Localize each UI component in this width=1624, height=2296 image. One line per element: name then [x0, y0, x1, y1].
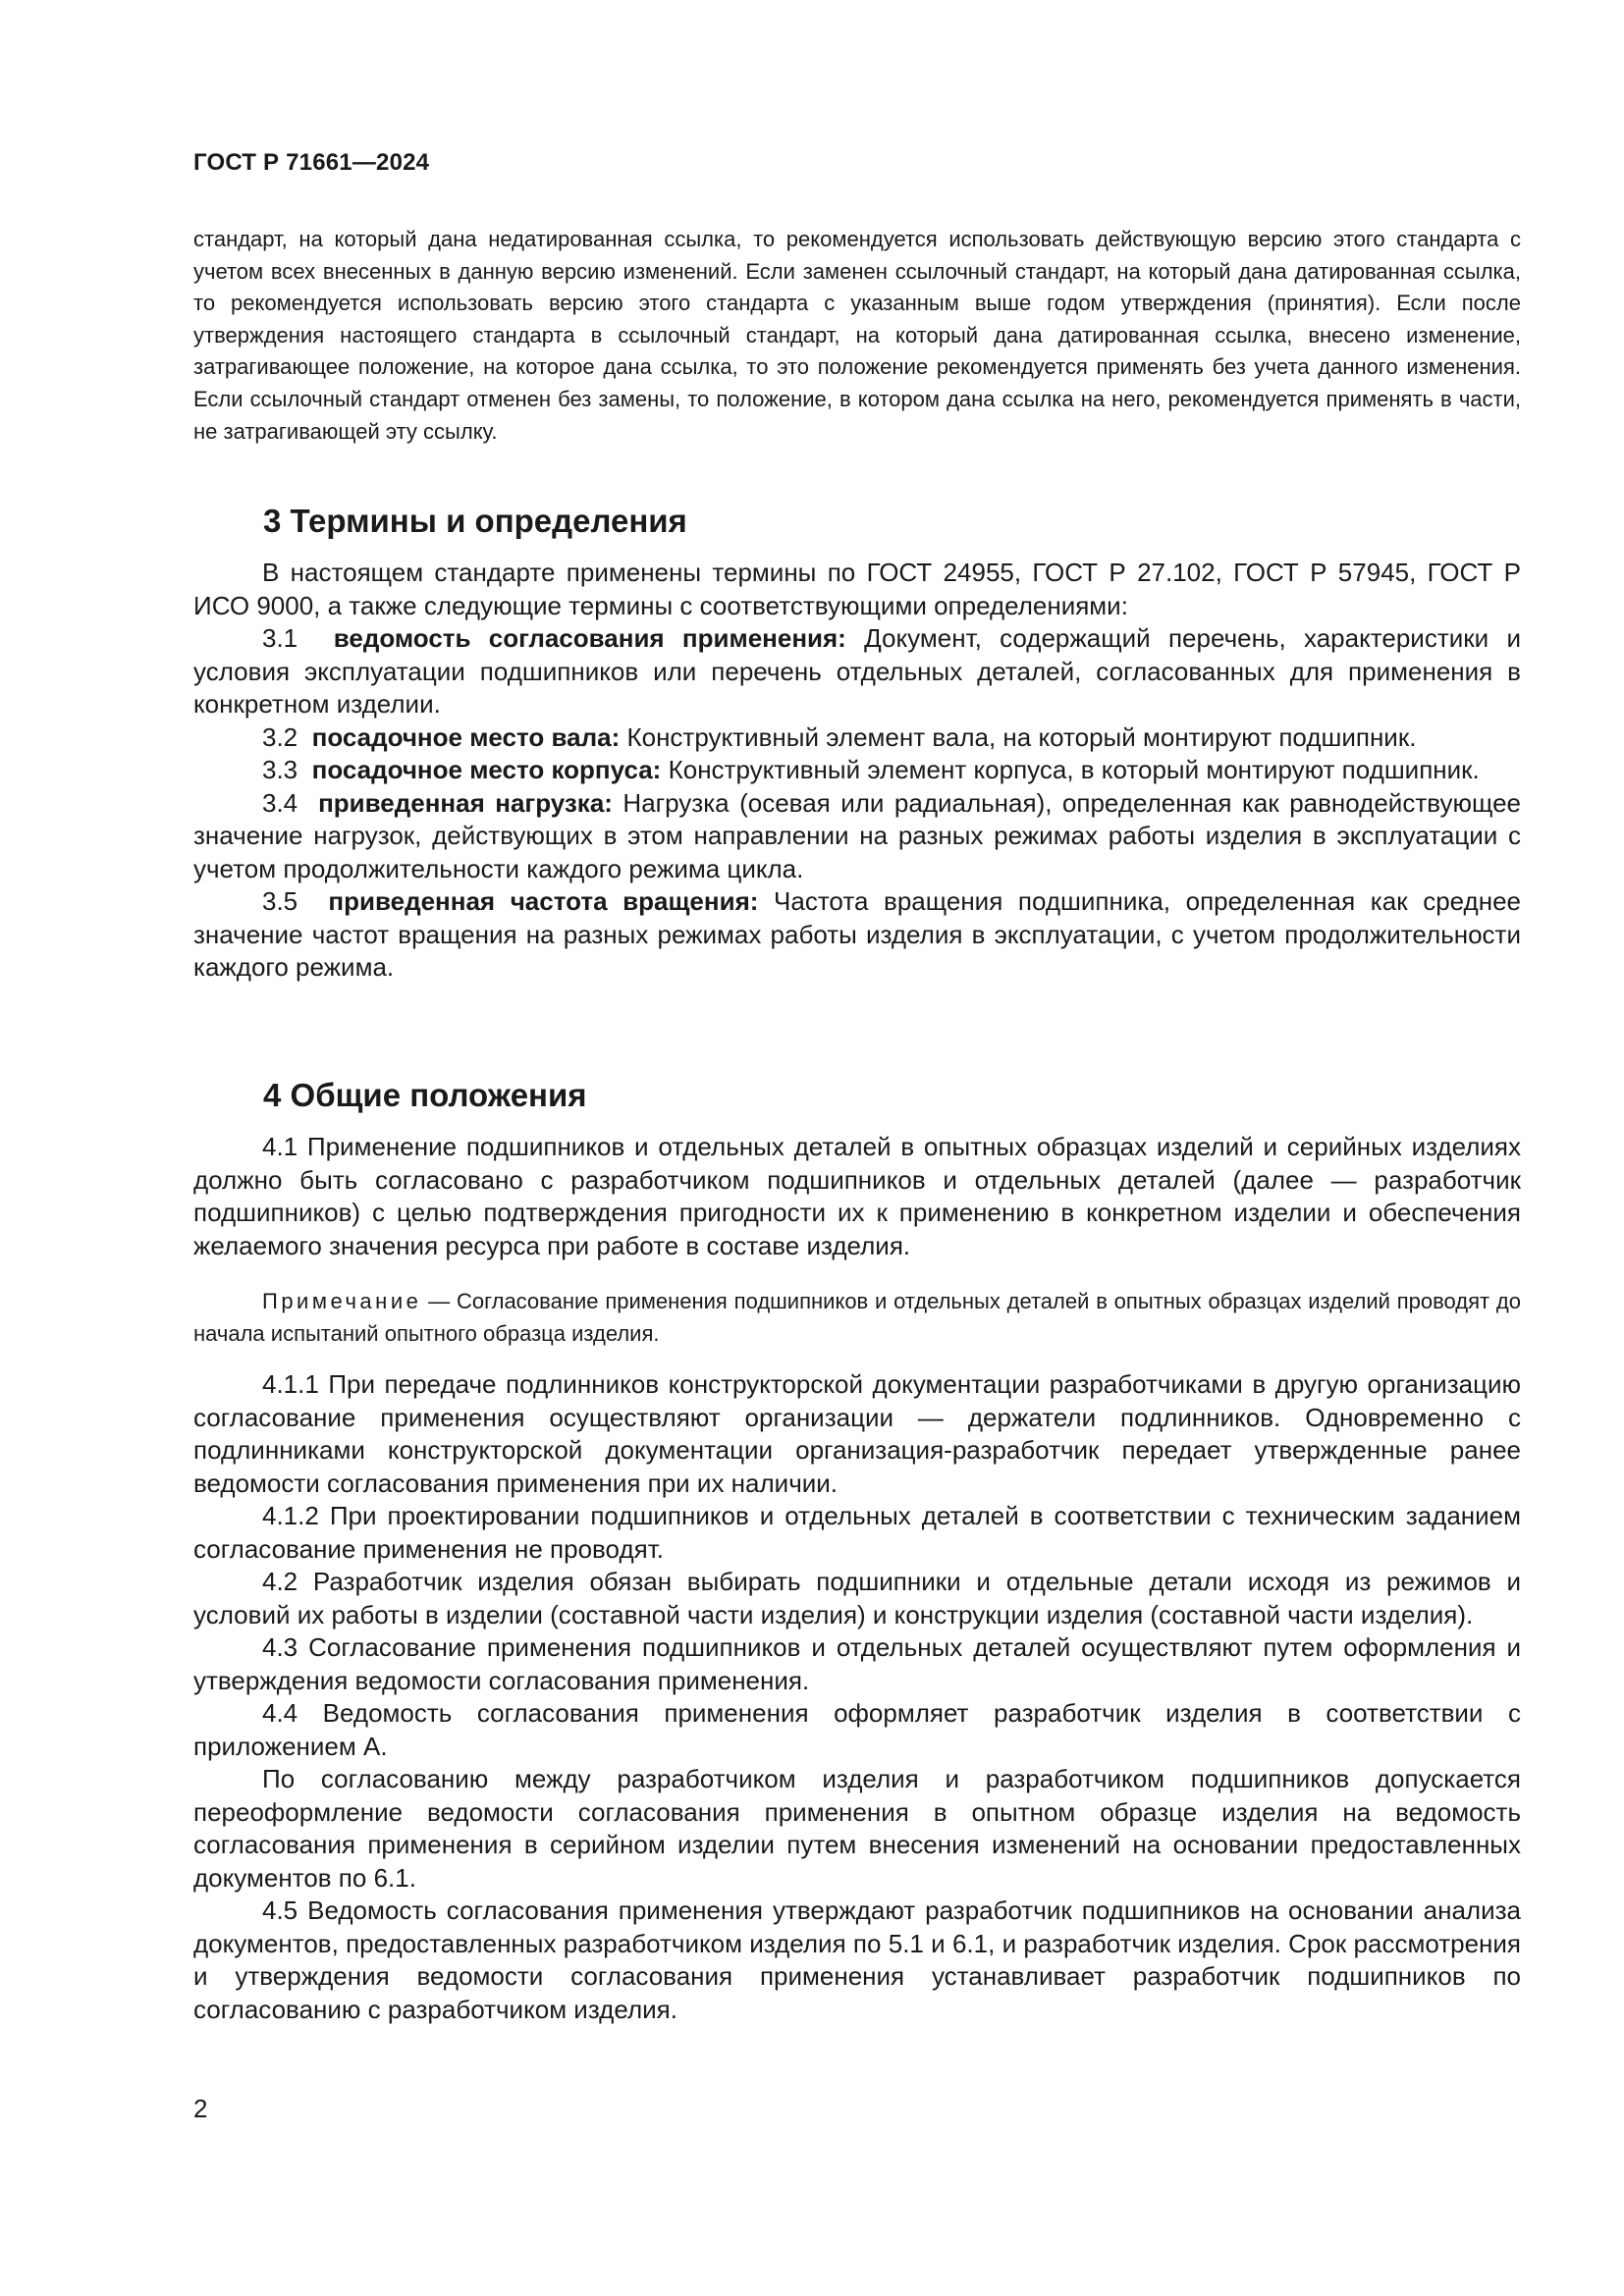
term-definition: Частота вращения подшипника, определенная как среднее значение частот вращения на разных режимах работы изделия в эксплуатации, с учетом продолжительности каждого режима.: [193, 886, 1521, 982]
term-name: посадочное место корпуса:: [311, 755, 662, 784]
term-3-3: [193, 754, 1521, 787]
paragraph: 4.1.2 При проектировании подшипников и отдельных деталей в соответствии с техническим заданием согласование применения не проводят.: [193, 1501, 1521, 1564]
term-3-1: [193, 622, 1521, 721]
section-3-body: [193, 557, 1521, 985]
term-number: 3.1: [262, 623, 298, 653]
term-definition: Конструктивный элемент корпуса, в который монтируют подшипник.: [668, 755, 1480, 784]
page-number: 2: [193, 2094, 208, 2123]
term-definition: Нагрузка (осевая или радиальная), определенная как равнодействующее значение нагрузок, действующих в этом направлении на разных режимах работы изделия в эксплуатации с учетом продолжительности каждого режима цикла.: [193, 787, 1521, 883]
section-4-body-b: [193, 1368, 1521, 2026]
note-label: Примечание: [262, 1289, 422, 1313]
note-text: — Согласование применения подшипников и отдельных деталей в опытных образцах изделий проводят до начала испытаний опытного образца изделия.: [193, 1289, 1521, 1346]
section-4-body-a: [193, 1131, 1521, 1262]
intro-paragraph: стандарт, на который дана недатированная ссылка, то рекомендуется использовать действующую версию этого стандарта с учетом всех внесенных в данную версию изменений. Если заменен ссылочный стандарт, на который дана датированная ссылка, то рекомендуется использовать версию этого стандарта с указанным выше годом утверждения (принятия). Если после утверждения настоящего стандарта в ссылочный стандарт, на который дана датированная ссылка, внесено изменение, затрагивающее положение, на которое дана ссылка, то это положение рекомендуется применять без учета данного изменения. Если ссылочный стандарт отменен без замены, то положение, в котором дана ссылка на него, рекомендуется применять в части, не затрагивающей эту ссылку.: [193, 227, 1521, 444]
standard-code-header: ГОСТ Р 71661—2024: [193, 149, 430, 176]
section-3-title: 3 Термины и определения: [263, 503, 687, 539]
term-name: посадочное место вала:: [311, 721, 621, 752]
note-block: [193, 1285, 1521, 1350]
term-name: ведомость согласования применения:: [333, 623, 846, 653]
term-number: 3.3: [262, 755, 298, 784]
term-3-2: [193, 721, 1521, 755]
paragraph: 4.1.1 При передаче подлинников конструкторской документации разработчиками в другую организацию согласование применения осуществляют организации — держатели подлинников. Одновременно с подлинниками конструкторской документации организация-разработчик передает утвержденные ранее ведомости согласования применения при их наличии.: [193, 1369, 1521, 1498]
paragraph: 4.3 Согласование применения подшипников и отдельных деталей осуществляют путем оформления и утверждения ведомости согласования применения.: [193, 1632, 1521, 1695]
paragraph: По согласованию между разработчиком изделия и разработчиком подшипников допускается переоформление ведомости согласования применения в опытном образце изделия на ведомость согласования применения в серийном изделии путем внесения изменений на основании предоставленных документов по 6.1.: [193, 1764, 1521, 1893]
term-name: приведенная частота вращения:: [328, 886, 759, 916]
section-3-lead: В настоящем стандарте применены термины по ГОСТ 24955, ГОСТ Р 27.102, ГОСТ Р 57945, ГОСТ Р ИСО 9000, а также следующие термины с соответствующими определениями:: [193, 558, 1521, 620]
term-definition: Документ, содержащий перечень, характеристики и условия эксплуатации подшипников или перечень отдельных деталей, согласованных для применения в конкретном изделии.: [193, 623, 1521, 719]
term-number: 3.2: [262, 721, 298, 752]
term-number: 3.5: [262, 886, 298, 916]
section-4-title: 4 Общие положения: [263, 1077, 587, 1113]
paragraph-4-1: 4.1 Применение подшипников и отдельных деталей в опытных образцах изделий и серийных изделиях должно быть согласовано с разработчиком подшипников и отдельных деталей (далее — разработчик подшипников) с целью подтверждения пригодности их к применению в конкретном изделии и обеспечения желаемого значения ресурса при работе в составе изделия.: [193, 1132, 1521, 1260]
paragraph: 4.5 Ведомость согласования применения утверждают разработчик подшипников на основании анализа документов, предоставленных разработчиком изделия по 5.1 и 6.1, и разработчик изделия. Срок рассмотрения и утверждения ведомости согласования применения устанавливает разработчик подшипников по согласованию с разработчиком изделия.: [193, 1896, 1521, 2024]
paragraph: 4.4 Ведомость согласования применения оформляет разработчик изделия в соответствии с приложением А.: [193, 1698, 1521, 1761]
term-number: 3.4: [262, 787, 298, 818]
term-3-4: [193, 787, 1521, 886]
term-3-5: [193, 885, 1521, 985]
term-name: приведенная нагрузка:: [318, 787, 613, 818]
paragraph: 4.2 Разработчик изделия обязан выбирать подшипники и отдельные детали исходя из режимов и условий их работы в изделии (составной части изделия) и конструкции изделия (составной части изделия).: [193, 1567, 1521, 1629]
term-definition: Конструктивный элемент вала, на который монтируют подшипник.: [626, 721, 1417, 752]
